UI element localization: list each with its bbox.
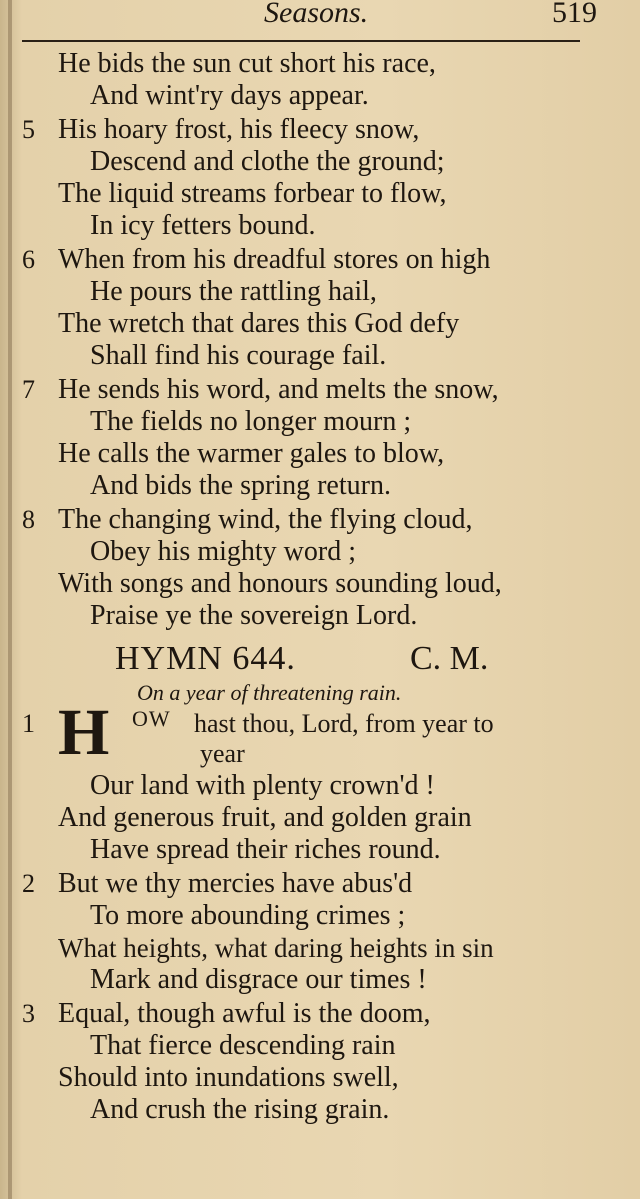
verse-line: And generous fruit, and golden grain (58, 802, 472, 833)
verse-line: Praise ye the sovereign Lord. (90, 600, 418, 631)
verse-line-continuation: year (200, 739, 245, 768)
verse-line: The fields no longer mourn ; (90, 406, 412, 437)
stanza-number: 8 (22, 505, 35, 534)
stanza-number: 5 (22, 115, 35, 144)
verse-line: Obey his mighty word ; (90, 536, 356, 567)
stanza-number: 2 (22, 869, 35, 898)
page-header (22, 0, 597, 34)
verse-line: Have spread their riches round. (90, 834, 441, 865)
hymn-subtitle: On a year of threatening rain. (137, 680, 402, 705)
verse-line: And crush the rising grain. (90, 1094, 390, 1125)
verse-line: What heights, what daring heights in sin (58, 933, 494, 963)
verse-line: The wretch that dares this God defy (58, 308, 460, 339)
verse-line: In icy fetters bound. (90, 210, 316, 241)
verse-line: The changing wind, the flying cloud, (58, 504, 473, 535)
stanza-number: 3 (22, 999, 35, 1028)
verse-line: Should into inundations swell, (58, 1062, 399, 1093)
verse-line: The liquid streams forbear to flow, (58, 178, 447, 209)
verse-line: Shall find his courage fail. (90, 340, 387, 371)
verse-line: With songs and honours sounding loud, (58, 568, 502, 599)
stanza-number: 1 (22, 709, 35, 738)
verse-line: And bids the spring return. (90, 470, 391, 501)
drop-cap-small-caps: OW (132, 706, 171, 731)
hymn-number-heading: HYMN 644. (115, 640, 296, 677)
header-rule (22, 40, 580, 42)
page-number: 519 (552, 0, 597, 29)
running-title: Seasons. (264, 0, 369, 29)
verse-line: His hoary frost, his fleecy snow, (58, 114, 420, 145)
hymn-meter: C. M. (410, 640, 489, 677)
verse-line: He bids the sun cut short his race, (58, 48, 436, 79)
page-spine-shadow (8, 0, 12, 1199)
verse-line: But we thy mercies have abus'd (58, 868, 413, 899)
verse-line: Mark and disgrace our times ! (90, 964, 427, 995)
verse-line: Equal, though awful is the doom, (58, 998, 431, 1029)
verse-line: When from his dreadful stores on high (58, 244, 491, 275)
verse-line: He pours the rattling hail, (90, 276, 377, 307)
verse-line: To more abounding crimes ; (90, 900, 406, 931)
verse-line: He calls the warmer gales to blow, (58, 438, 445, 469)
verse-line: He sends his word, and melts the snow, (58, 374, 499, 405)
verse-line: That fierce descending rain (90, 1030, 396, 1061)
verse-line: Our land with plenty crown'd ! (90, 770, 435, 801)
stanza-number: 7 (22, 375, 35, 404)
verse-line: Descend and clothe the ground; (90, 146, 445, 177)
stanza-number: 6 (22, 245, 35, 274)
drop-cap-letter: H (58, 696, 110, 769)
verse-line: hast thou, Lord, from year to (194, 709, 494, 738)
verse-line: And wint'ry days appear. (90, 80, 369, 111)
